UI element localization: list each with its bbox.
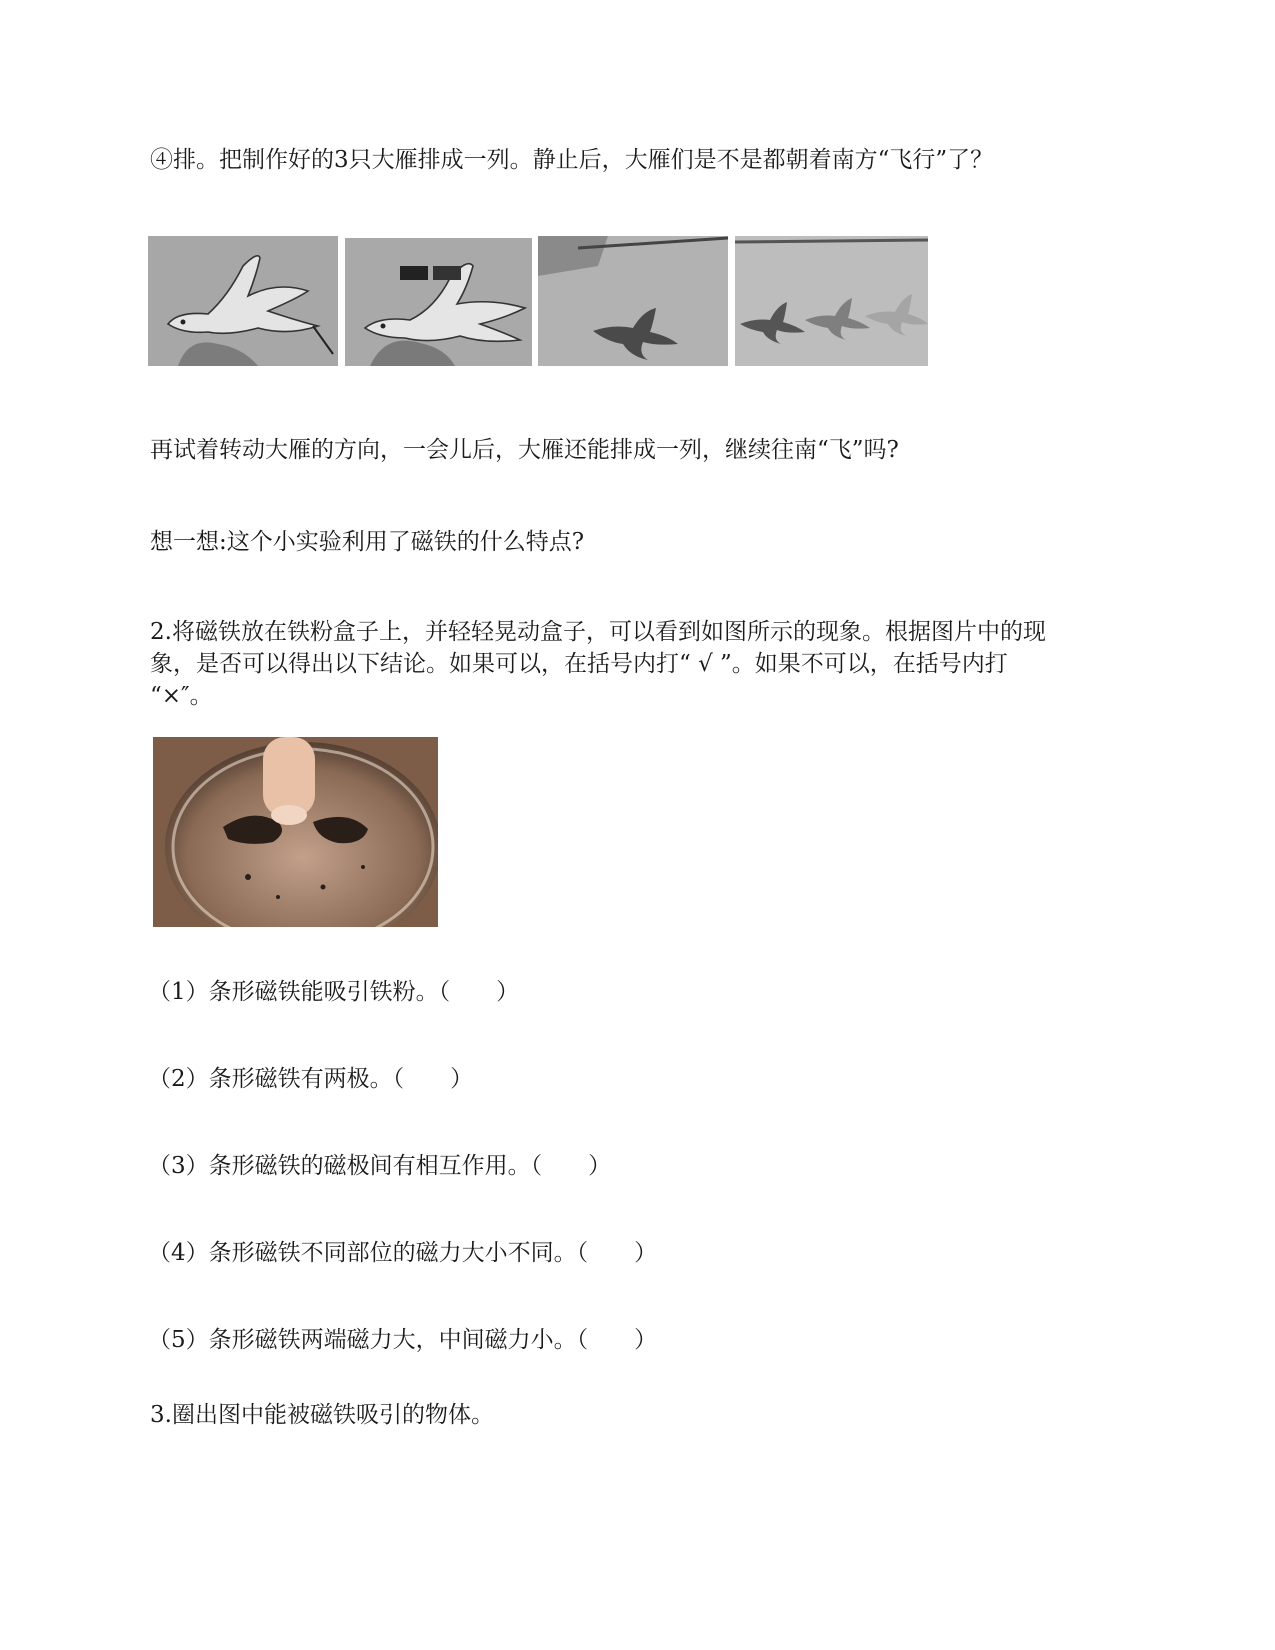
- q2-prompt-line-3: “×″。: [150, 683, 213, 709]
- q3-prompt: 3.圈出图中能被磁铁吸引的物体。: [150, 1402, 494, 1428]
- q2-item-4: （4）条形磁铁不同部位的磁力大小不同。（ ）: [148, 1240, 658, 1266]
- goose-photo-1: [148, 236, 338, 366]
- goose-photo-4: [735, 236, 928, 366]
- goose-cutout-drawing-image: [148, 236, 338, 366]
- goose-magnet-drawing-image: [345, 238, 532, 366]
- goose-photo-2: [345, 238, 532, 366]
- q2-item-3: （3）条形磁铁的磁极间有相互作用。（ ）: [148, 1153, 612, 1179]
- q2-item-1: （1）条形磁铁能吸引铁粉。（ ）: [148, 979, 520, 1005]
- q2-prompt-line-2: 象，是否可以得出以下结论。如果可以，在括号内打“ √ ”。如果不可以，在括号内打: [150, 651, 1008, 677]
- step4-instruction: ④排。把制作好的3只大雁排成一列。静止后，大雁们是不是都朝着南方“飞行”了？: [150, 147, 994, 173]
- three-geese-in-row-image: [735, 236, 928, 366]
- magnet-iron-filings-image: [153, 737, 438, 927]
- followup-question: 再试着转动大雁的方向，一会儿后，大雁还能排成一列，继续往南“飞”吗?: [150, 437, 899, 463]
- goose-photo-3: [538, 236, 728, 366]
- q2-item-2: （2）条形磁铁有两极。（ ）: [148, 1066, 474, 1092]
- q2-item-5: （5）条形磁铁两端磁力大，中间磁力小。（ ）: [148, 1327, 658, 1353]
- iron-filings-photo: [153, 737, 438, 927]
- hanging-goose-image: [538, 236, 728, 366]
- q2-prompt-line-1: 2.将磁铁放在铁粉盒子上，并轻轻晃动盒子，可以看到如图所示的现象。根据图片中的现: [150, 619, 1046, 645]
- think-question: 想一想:这个小实验利用了磁铁的什么特点?: [150, 529, 585, 555]
